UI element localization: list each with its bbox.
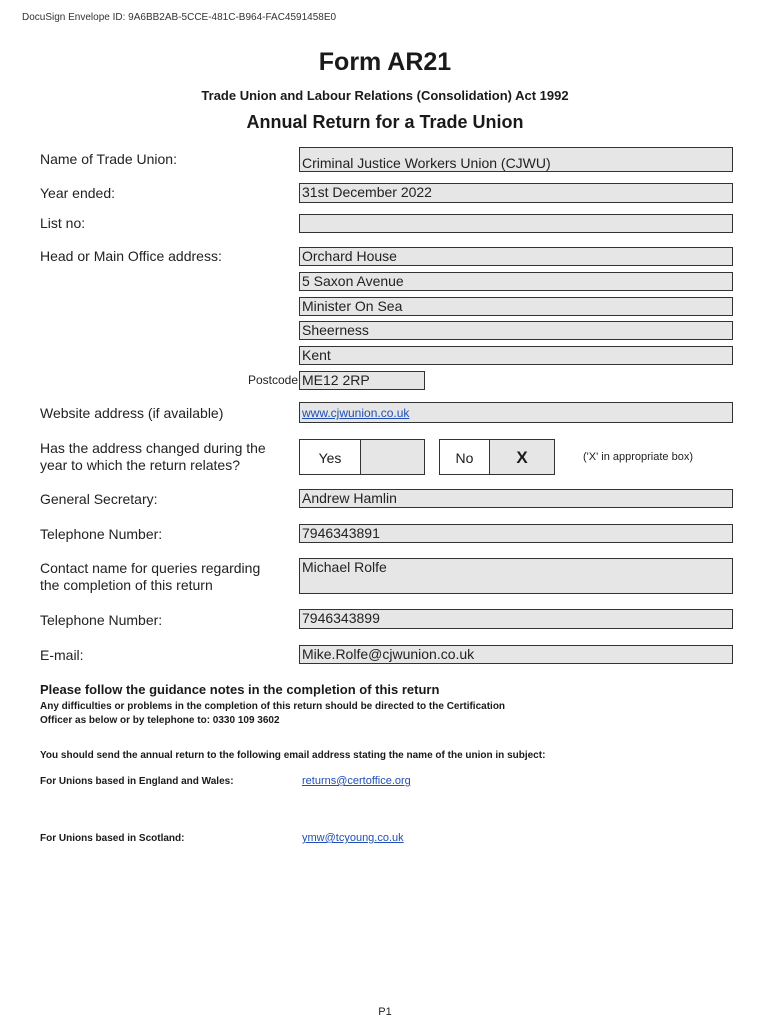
telephone-2-field[interactable]: 7946343899 <box>299 609 733 629</box>
yes-option-label: Yes <box>299 439 361 475</box>
checkbox-hint: ('X' in appropriate box) <box>583 451 693 463</box>
guidance-heading: Please follow the guidance notes in the completion of this return <box>40 682 440 697</box>
postcode-label: Postcode <box>247 373 298 387</box>
address-line-3[interactable]: Minister On Sea <box>299 297 733 316</box>
address-label: Head or Main Office address: <box>40 248 222 264</box>
address-changed-label-line1: Has the address changed during the <box>40 440 266 456</box>
telephone-1-field[interactable]: 7946343891 <box>299 524 733 543</box>
list-no-label: List no: <box>40 215 86 231</box>
address-line-2[interactable]: 5 Saxon Avenue <box>299 272 733 291</box>
address-line-5[interactable]: Kent <box>299 346 733 365</box>
telephone-2-label: Telephone Number: <box>40 612 163 628</box>
guidance-line-2: Officer as below or by telephone to: 0330 109 3602 <box>40 715 280 726</box>
address-line-4[interactable]: Sheerness <box>299 321 733 340</box>
website-field[interactable]: www.cjwunion.co.uk <box>299 402 733 423</box>
no-option-label: No <box>439 439 490 475</box>
general-secretary-label: General Secretary: <box>40 491 158 507</box>
email-field[interactable]: Mike.Rolfe@cjwunion.co.uk <box>299 645 733 664</box>
address-line-1[interactable]: Orchard House <box>299 247 733 266</box>
union-name-field[interactable]: Criminal Justice Workers Union (CJWU) <box>299 147 733 172</box>
england-email-link[interactable]: returns@certoffice.org <box>302 775 411 787</box>
contact-label-line2: the completion of this return <box>40 577 213 593</box>
scotland-label: For Unions based in Scotland: <box>40 833 185 844</box>
docusign-envelope-id: DocuSign Envelope ID: 9A6BB2AB-5CCE-481C-B964-FAC4591458E0 <box>22 12 337 23</box>
scotland-email-link[interactable]: ymw@tcyoung.co.uk <box>302 832 404 844</box>
page-number: P1 <box>378 1006 392 1018</box>
england-label: For Unions based in England and Wales: <box>40 776 234 787</box>
act-subtitle: Trade Union and Labour Relations (Consolidation) Act 1992 <box>201 88 569 103</box>
guidance-line-3: You should send the annual return to the following email address stating the name of the union in subject: <box>40 750 546 761</box>
general-secretary-field[interactable]: Andrew Hamlin <box>299 489 733 508</box>
website-label: Website address (if available) <box>40 405 224 421</box>
address-changed-label-line2: year to which the return relates? <box>40 457 240 473</box>
yes-checkbox[interactable] <box>360 439 425 475</box>
email-label: E-mail: <box>40 647 84 663</box>
union-name-label: Name of Trade Union: <box>40 151 177 167</box>
form-heading: Annual Return for a Trade Union <box>246 112 524 132</box>
guidance-line-1: Any difficulties or problems in the completion of this return should be directed to the Certification <box>40 701 506 712</box>
year-ended-label: Year ended: <box>40 185 115 201</box>
list-no-field[interactable] <box>299 214 733 233</box>
no-checkbox[interactable]: X <box>489 439 555 475</box>
postcode-field[interactable]: ME12 2RP <box>299 371 425 390</box>
year-ended-field[interactable]: 31st December 2022 <box>299 183 733 203</box>
contact-label-line1: Contact name for queries regarding <box>40 560 261 576</box>
contact-field[interactable]: Michael Rolfe <box>299 558 733 594</box>
telephone-1-label: Telephone Number: <box>40 526 163 542</box>
form-title: Form AR21 <box>318 48 452 76</box>
